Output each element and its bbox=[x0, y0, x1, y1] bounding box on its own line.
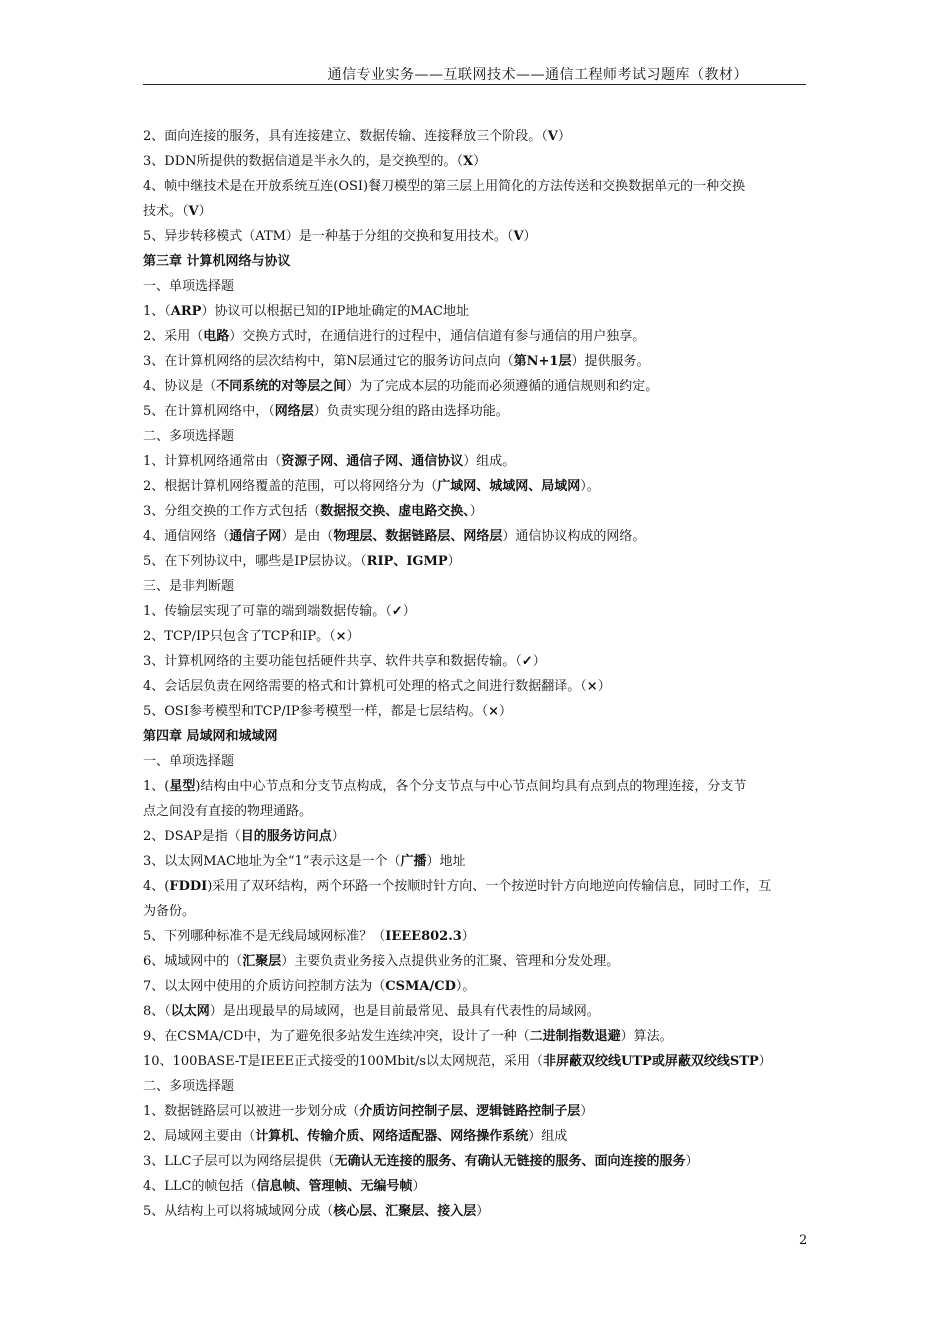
text-line bbox=[143, 349, 806, 374]
line-text: )采用了双环结构，两个环路一个按顺时针方向、一个按逆时针方向地逆向传输信息，同时工作，互 bbox=[207, 879, 772, 894]
line-text: ） bbox=[447, 554, 461, 569]
line-text: 5、在计算机网络中，（ bbox=[143, 404, 275, 419]
line-text: ） bbox=[499, 704, 513, 719]
answer-text: FDDI bbox=[169, 879, 208, 894]
answer-text: 广域网、城域网、局域网 bbox=[437, 479, 581, 494]
line-text: ）是出现最早的局域网，也是目前最常见、最具有代表性的局域网。 bbox=[209, 1004, 600, 1019]
answer-text: 电路 bbox=[203, 329, 230, 344]
line-text: 4、帧中继技术是在开放系统互连(OSI)餐刀模型的第三层上用简化的方法传送和交换数据单元的一种交换 bbox=[143, 179, 746, 194]
text-line bbox=[143, 699, 806, 724]
line-text: ） bbox=[685, 1154, 699, 1169]
line-text: 2、TCP/IP只包含了TCP和IP。（ bbox=[143, 629, 336, 644]
text-line bbox=[143, 924, 806, 949]
answer-text: 信息帧、管理帧、无编号帧 bbox=[256, 1179, 413, 1194]
line-text: ）交换方式时，在通信进行的过程中，通信信道有参与通信的用户独享。 bbox=[229, 329, 646, 344]
answer-text: V bbox=[513, 229, 524, 244]
text-line bbox=[143, 974, 806, 999]
line-text: 5、下列哪种标准不是无线局域网标准？（ bbox=[143, 929, 386, 944]
answer-text: × bbox=[488, 704, 500, 719]
line-text: ）负责实现分组的路由选择功能。 bbox=[313, 404, 509, 419]
answer-text: × bbox=[586, 679, 598, 694]
line-text: 3、以太网MAC地址为全“1”表示这是一个（ bbox=[143, 854, 401, 869]
text-line bbox=[143, 849, 806, 874]
text-line bbox=[143, 1099, 806, 1124]
line-text: 1、数据链路层可以被进一步划分成（ bbox=[143, 1104, 360, 1119]
answer-text: 通信子网 bbox=[229, 529, 282, 544]
text-line bbox=[143, 524, 806, 549]
line-text: ） bbox=[523, 229, 537, 244]
text-line bbox=[143, 574, 806, 599]
line-text: 4、会话层负责在网络需要的格式和计算机可处理的格式之间进行数据翻译。（ bbox=[143, 679, 587, 694]
answer-text: RIP、IGMP bbox=[366, 554, 448, 569]
text-line bbox=[143, 199, 806, 224]
answer-text: 以太网 bbox=[170, 1004, 210, 1019]
answer-text: 广播 bbox=[400, 854, 427, 869]
text-line bbox=[143, 124, 806, 149]
line-text: ） bbox=[469, 504, 483, 519]
line-text: 一、单项选择题 bbox=[143, 754, 235, 769]
text-line bbox=[143, 1024, 806, 1049]
line-text: 2、面向连接的服务，具有连接建立、数据传输、连接释放三个阶段。（ bbox=[143, 129, 548, 144]
answer-text: 资源子网、通信子网、通信协议 bbox=[281, 454, 464, 469]
line-text: 4、( bbox=[143, 879, 170, 894]
line-text: ）协议可以根据已知的IP地址确定的MAC地址 bbox=[201, 304, 469, 319]
answer-text: 第三章 计算机网络与协议 bbox=[143, 254, 291, 269]
line-text: ） bbox=[331, 829, 345, 844]
line-text: ） bbox=[557, 129, 571, 144]
text-line bbox=[143, 1074, 806, 1099]
text-line bbox=[143, 424, 806, 449]
answer-text: X bbox=[463, 154, 474, 169]
line-text: 3、在计算机网络的层次结构中，第N层通过它的服务访问点向（ bbox=[143, 354, 514, 369]
line-text: ）算法。 bbox=[620, 1029, 673, 1044]
text-line bbox=[143, 824, 806, 849]
line-text: 2、根据计算机网络覆盖的范围，可以将网络分为（ bbox=[143, 479, 438, 494]
text-line bbox=[143, 299, 806, 324]
line-text: ）。 bbox=[455, 979, 476, 994]
header-title: 通信专业实务——互联网技术——通信工程师考试习题库（教材） bbox=[327, 67, 748, 83]
line-text: 2、DSAP是指（ bbox=[143, 829, 241, 844]
line-text: 5、从结构上可以将城域网分成（ bbox=[143, 1204, 334, 1219]
line-text: ）主要负责业务接入点提供业务的汇聚、管理和分发处理。 bbox=[281, 954, 620, 969]
answer-text: 汇聚层 bbox=[242, 954, 282, 969]
line-text: ）提供服务。 bbox=[571, 354, 650, 369]
line-text: 1、计算机网络通常由（ bbox=[143, 454, 282, 469]
answer-text: 非屏蔽双绞线UTP或屏蔽双绞线STP bbox=[543, 1054, 759, 1069]
line-text: 4、LLC的帧包括（ bbox=[143, 1179, 257, 1194]
line-text: ） bbox=[473, 154, 487, 169]
text-line bbox=[143, 499, 806, 524]
line-text: 为备份。 bbox=[143, 904, 196, 919]
line-text: ） bbox=[198, 204, 212, 219]
text-line bbox=[143, 1199, 806, 1224]
answer-text: 核心层、汇聚层、接入层 bbox=[333, 1204, 477, 1219]
line-text: ）组成 bbox=[528, 1129, 568, 1144]
line-text: 4、通信网络（ bbox=[143, 529, 230, 544]
line-text: ） bbox=[402, 604, 416, 619]
text-line bbox=[143, 174, 806, 199]
text-line bbox=[143, 649, 806, 674]
answer-text: 星型 bbox=[169, 779, 196, 794]
line-text: ）地址 bbox=[426, 854, 466, 869]
text-line bbox=[143, 399, 806, 424]
answer-text: ARP bbox=[170, 304, 202, 319]
line-text: 5、OSI参考模型和TCP/IP参考模型一样，都是七层结构。（ bbox=[143, 704, 489, 719]
chapter-heading bbox=[143, 724, 806, 749]
line-text: 8、（ bbox=[143, 1004, 171, 1019]
text-line bbox=[143, 599, 806, 624]
text-line bbox=[143, 1174, 806, 1199]
text-line bbox=[143, 549, 806, 574]
line-text: 3、分组交换的工作方式包括（ bbox=[143, 504, 321, 519]
text-line bbox=[143, 799, 806, 824]
text-line bbox=[143, 874, 806, 899]
line-text: 2、局域网主要由（ bbox=[143, 1129, 256, 1144]
line-text: 3、DDN所提供的数据信道是半永久的，是交换型的。（ bbox=[143, 154, 463, 169]
answer-text: V bbox=[547, 129, 558, 144]
text-line bbox=[143, 674, 806, 699]
answer-text: 目的服务访问点 bbox=[240, 829, 332, 844]
line-text: 2、采用（ bbox=[143, 329, 204, 344]
line-text: ） bbox=[580, 1104, 594, 1119]
line-text: 二、多项选择题 bbox=[143, 1079, 235, 1094]
line-text: ）是由（ bbox=[281, 529, 334, 544]
text-line bbox=[143, 274, 806, 299]
line-text: ） bbox=[476, 1204, 490, 1219]
line-text: 1、( bbox=[143, 779, 170, 794]
answer-text: IEEE802.3 bbox=[385, 929, 462, 944]
text-line bbox=[143, 899, 806, 924]
line-text: 9、在CSMA/CD中，为了避免很多站发生连续冲突，设计了一种（ bbox=[143, 1029, 530, 1044]
text-line bbox=[143, 949, 806, 974]
text-line bbox=[143, 1049, 806, 1074]
text-line bbox=[143, 624, 806, 649]
line-text: 3、LLC子层可以为网络层提供（ bbox=[143, 1154, 335, 1169]
line-text: ） bbox=[532, 654, 546, 669]
text-line bbox=[143, 774, 806, 799]
line-text: 5、异步转移模式（ATM）是一种基于分组的交换和复用技术。（ bbox=[143, 229, 514, 244]
text-line bbox=[143, 449, 806, 474]
answer-text: 无确认无连接的服务、有确认无链接的服务、面向连接的服务 bbox=[334, 1154, 686, 1169]
line-text: 1、传输层实现了可靠的端到端数据传输。（ bbox=[143, 604, 392, 619]
text-line bbox=[143, 149, 806, 174]
text-line bbox=[143, 324, 806, 349]
chapter-heading bbox=[143, 249, 806, 274]
answer-text: ✓ bbox=[521, 654, 533, 669]
answer-text: CSMA/CD bbox=[385, 979, 456, 994]
line-text: ） bbox=[346, 629, 360, 644]
line-text: )结构由中心节点和分支节点构成，各个分支节点与中心节点间均具有点到点的物理连接，分支节 bbox=[195, 779, 747, 794]
line-text: 6、城域网中的（ bbox=[143, 954, 243, 969]
text-line bbox=[143, 224, 806, 249]
line-text: ） bbox=[758, 1054, 772, 1069]
text-line bbox=[143, 749, 806, 774]
answer-text: 计算机、传输介质、网络适配器、网络操作系统 bbox=[255, 1129, 529, 1144]
text-line bbox=[143, 999, 806, 1024]
answer-text: 第N+1层 bbox=[513, 354, 572, 369]
line-text: 一、单项选择题 bbox=[143, 279, 235, 294]
line-text: 点之间没有直接的物理通路。 bbox=[143, 804, 313, 819]
line-text: ） bbox=[412, 1179, 426, 1194]
line-text: ）通信协议构成的网络。 bbox=[502, 529, 646, 544]
line-text: ）。 bbox=[580, 479, 600, 494]
line-text: ）为了完成本层的功能而必须遵循的通信规则和约定。 bbox=[346, 379, 659, 394]
answer-text: ✓ bbox=[391, 604, 403, 619]
answer-text: 不同系统的对等层之间 bbox=[216, 379, 347, 394]
page-header bbox=[143, 64, 806, 85]
text-line bbox=[143, 1124, 806, 1149]
answer-text: 物理层、数据链路层、网络层 bbox=[333, 529, 503, 544]
line-text: 三、是非判断题 bbox=[143, 579, 235, 594]
answer-text: 网络层 bbox=[274, 404, 314, 419]
text-line bbox=[143, 374, 806, 399]
line-text: 7、以太网中使用的介质访问控制方法为（ bbox=[143, 979, 386, 994]
line-text: ） bbox=[597, 679, 611, 694]
line-text: 技术。（ bbox=[143, 204, 189, 219]
line-text: 3、计算机网络的主要功能包括硬件共享、软件共享和数据传输。（ bbox=[143, 654, 522, 669]
answer-text: 二进制指数退避 bbox=[529, 1029, 621, 1044]
answer-text: 数据报交换、虚电路交换、 bbox=[320, 504, 470, 519]
line-text: 5、在下列协议中，哪些是IP层协议。（ bbox=[143, 554, 367, 569]
document-body bbox=[143, 124, 806, 1224]
answer-text: 第四章 局域网和城域网 bbox=[143, 729, 278, 744]
line-text: 1、（ bbox=[143, 304, 171, 319]
line-text: 4、协议是（ bbox=[143, 379, 217, 394]
answer-text: V bbox=[188, 204, 199, 219]
line-text: 10、100BASE-T是IEEE正式接受的100Mbit/s以太网规范，采用（ bbox=[143, 1054, 544, 1069]
line-text: ） bbox=[461, 929, 475, 944]
text-line bbox=[143, 474, 806, 499]
text-line bbox=[143, 1149, 806, 1174]
line-text: 二、多项选择题 bbox=[143, 429, 235, 444]
line-text: ）组成。 bbox=[463, 454, 516, 469]
page-number: 2 bbox=[799, 1233, 808, 1248]
answer-text: × bbox=[335, 629, 347, 644]
answer-text: 介质访问控制子层、逻辑链路控制子层 bbox=[359, 1104, 581, 1119]
